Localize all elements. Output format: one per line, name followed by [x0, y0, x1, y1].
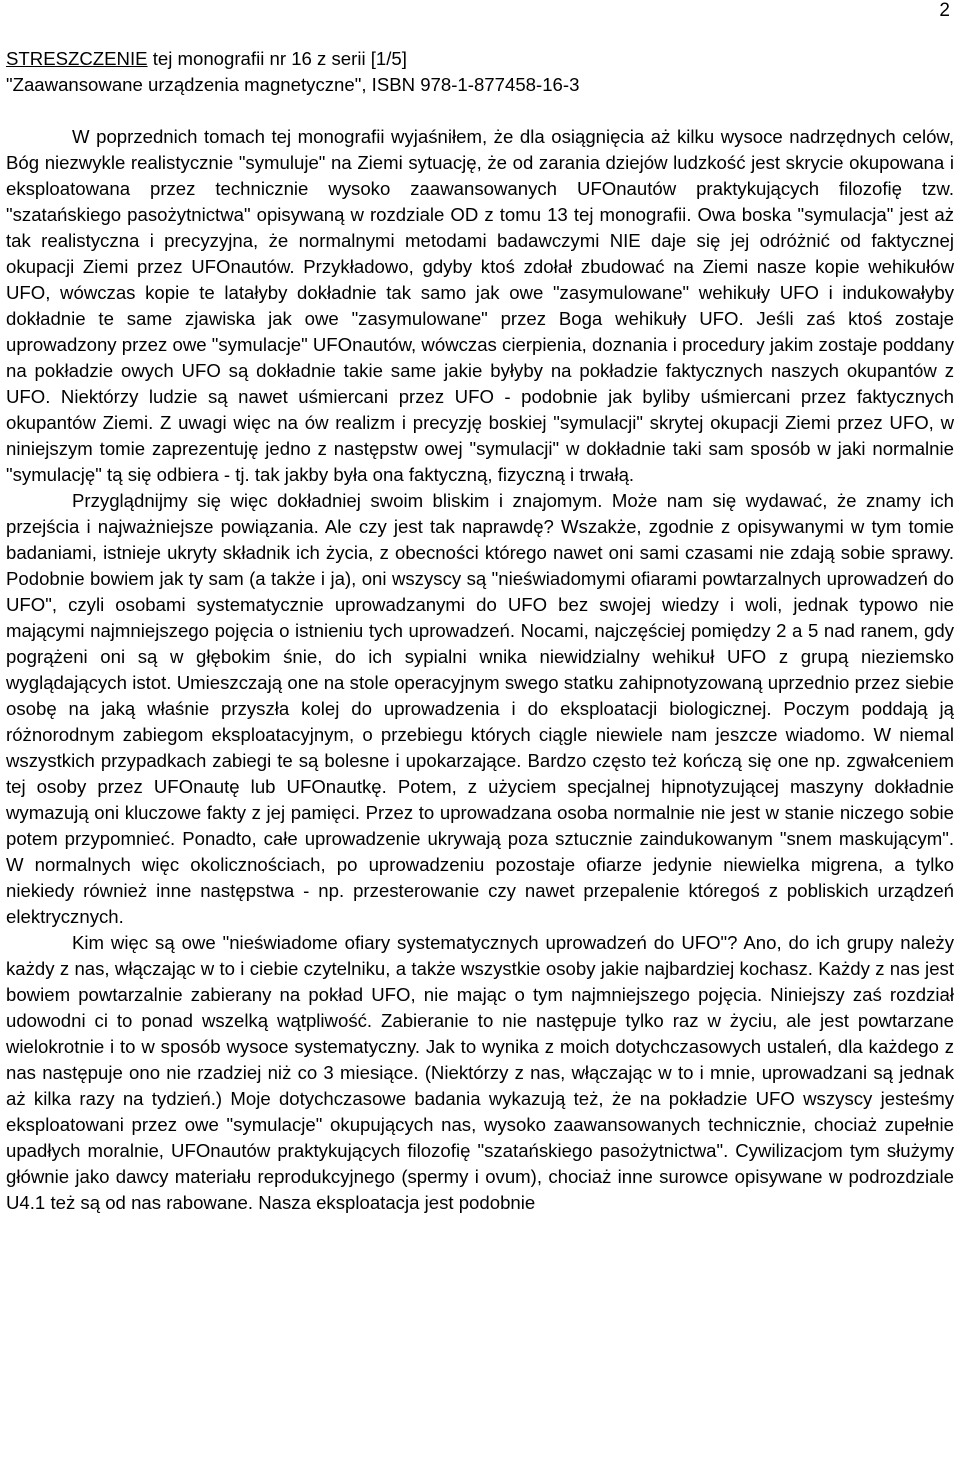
title-heading: STRESZCZENIE: [6, 48, 148, 69]
paragraph: Przyglądnijmy się więc dokładniej swoim bliskim i znajomym. Może nam się wydawać, że znamy ich przejścia i najważniejsze powiązania. Ale czy jest tak naprawdę? Wszakże, zgodnie z opisywanymi w tym tomie badaniami, istnieje ukryty składnik ich życia, z obecności którego nawet oni sami czasami nie zdają sobie sprawy. Podobnie bowiem jak ty sam (a także i ja), oni wszyscy są "nieświadomymi ofiarami powtarzalnych uprowadzeń do UFO", czyli osobami systematycznie uprowadzanymi do UFO bez swojej wiedzy i woli, jednak typowo nie mającymi najmniejszego pojęcia o istnieniu tych uprowadzeń. Nocami, najczęściej pomiędzy 2 a 5 nad ranem, gdy pogrążeni oni są w głębokim śnie, do ich sypialni wnika niewidzialny wehikuł UFO z grupą nieziemsko wyglądających istot. Umieszczają one na stole operacyjnym swego statku zahipnotyzowaną uprzednio przez siebie osobę na jaką właśnie przyszła kolej do uprowadzenia i do eksploatacji biologicznej. Poczym poddają ją różnorodnym zabiegom eksploatacyjnym, o przebiegu których ciągle niewiele nam jeszcze wiadomo. W niemal wszystkich przypadkach zabiegi te są bolesne i upokarzające. Bardzo często też kończą się one np. zgwałceniem tej osoby przez UFOnautę lub UFOnautkę. Potem, z użyciem specjalnej hipnotyzującej maszyny dokładnie wymazują oni kluczowe fakty z jej pamięci. Przez to uprowadzana osoba normalnie nie jest w stanie niczego sobie potem przypomnieć. Ponadto, całe uprowadzenie ukrywają poza sztucznie zaindukowanym "snem maskującym". W normalnych więc okolicznościach, po uprowadzeniu pozostaje ofiarze jedynie niewielka migrena, a tylko niekiedy również inne następstwa - np. przesterowanie czy nawet przepalenie któregoś z pobliskich urządzeń elektrycznych.: [6, 490, 954, 927]
title-line-1: [6, 46, 906, 72]
title-line-2: "Zaawansowane urządzenia magnetyczne", ISBN 978-1-877458-16-3: [6, 74, 580, 95]
paragraph: Kim więc są owe "nieświadome ofiary systematycznych uprowadzeń do UFO"? Ano, do ich grupy należy każdy z nas, włączając w to i ciebie czytelniku, a także wszystkie osoby jakie najbardziej kochasz. Każdy z nas jest bowiem powtarzalnie zabierany na pokład UFO, nie mając o tym najmniejszego pojęcia. Niniejszy zaś rozdział udowodni ci to ponad wszelką wątpliwość. Zabieranie to nie następuje tylko raz w życiu, ale jest powtarzane wielokrotnie i to w sposób wysoce systematyczny. Jak to wynika z moich dotychczasowych ustaleń, dla każdego z nas następuje ono nie rzadziej niż co 3 miesiące. (Niektórzy z nas, włączając w to i mnie, uprowadzani są jednak aż kilka razy na tydzień.) Moje dotychczasowe badania wykazują też, że na pokładzie UFO wszyscy jesteśmy eksploatowani przez owe "symulacje" okupujących nas, wysoko zaawansowanych technicznie, chociaż zupełnie upadłych moralnie, UFOnautów praktykujących filozofię "szatańskiego pasożytnictwa". Cywilizacjom tym służymy głównie jako dawcy materiału reprodukcyjnego (spermy i ovum), chociaż inne surowce opisywane w podrozdziale U4.1 też są od nas rabowane. Nasza eksploatacja jest podobnie: [6, 932, 954, 1213]
page-number: 2: [939, 0, 950, 21]
summary-body: [6, 124, 954, 1216]
title-series: tej monografii nr 16 z serii [1/5]: [147, 48, 407, 69]
document-title: [6, 46, 906, 98]
paragraph: W poprzednich tomach tej monografii wyjaśniłem, że dla osiągnięcia aż kilku wysoce nadrzędnych celów, Bóg niezwykle realistycznie "symuluje" na Ziemi sytuację, że od zarania dziejów ludzkość jest skrycie okupowana i eksploatowana przez technicznie wysoko zaawansowanych UFOnautów praktykujących filozofię tzw. "szatańskiego pasożytnictwa" opisywaną w rozdziale OD z tomu 13 tej monografii. Owa boska "symulacja" jest aż tak realistyczna i precyzyjna, że normalnymi metodami badawczymi NIE daje się jej odróżnić od faktycznej okupacji Ziemi przez UFOnautów. Przykładowo, gdyby ktoś zdołał zbudować na Ziemi nasze kopie wehikułów UFO, wówczas kopie te latałyby dokładnie tak samo jak owe "zasymulowane" wehikuły UFO i indukowałyby dokładnie te same zjawiska jak owe "zasymulowane" przez Boga wehikuły UFO. Jeśli zaś ktoś zostaje uprowadzony przez owe "symulacje" UFOnautów, wówczas cierpienia, doznania i procedury jakim zostaje poddany na pokładzie owych UFO są dokładnie takie same jakie byłyby na pokładzie faktycznych naszych okupantów z UFO. Niektórzy ludzie są nawet uśmiercani przez UFO - podobnie jak byliby uśmiercani przez faktycznych okupantów Ziemi. Z uwagi więc na ów realizm i precyzję boskiej "symulacji" skrytej okupacji Ziemi przez UFO, w niniejszym tomie zaprezentuję jedno z następstw owej "symulacji" w dokładnie taki sam sposób w jaki normalnie "symulację" tą się odbiera - tj. tak jakby była ona faktyczną, fizyczną i trwałą.: [6, 126, 954, 485]
